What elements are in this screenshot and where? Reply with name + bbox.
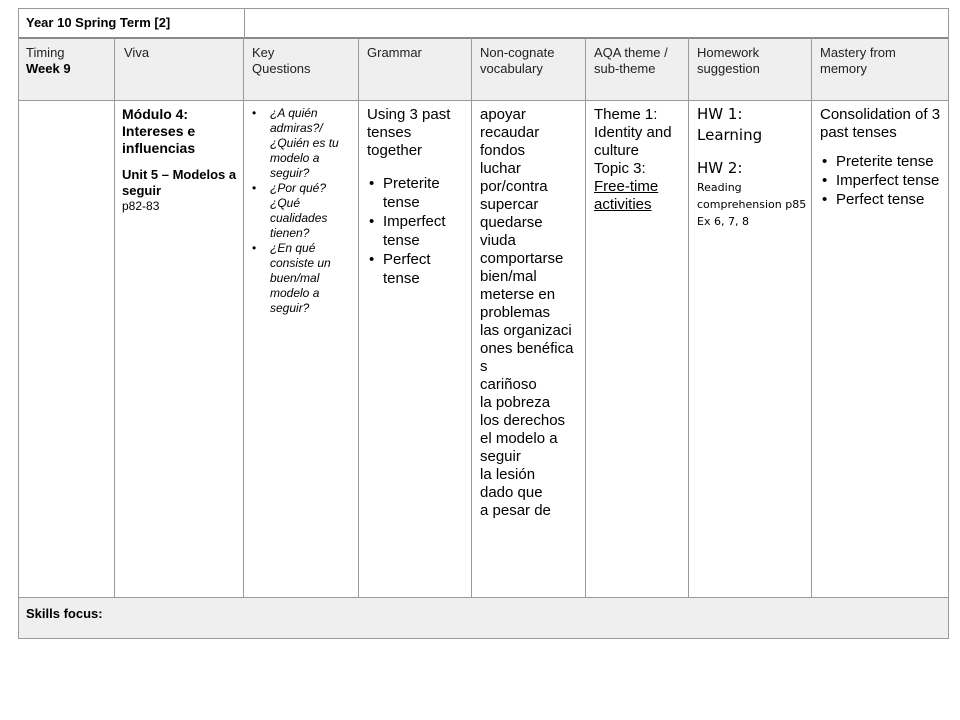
- border: [243, 38, 244, 598]
- vocabulary-list: [480, 106, 578, 520]
- vocab-item: la lesión: [480, 466, 536, 483]
- homework-cell: [697, 104, 807, 594]
- table-title-cell: [26, 15, 236, 35]
- vocabulary-label: Non-cognate vocabulary: [480, 45, 555, 76]
- border: [18, 8, 19, 639]
- vocab-item: quedarse viuda: [480, 214, 543, 249]
- vocab-item: supercar: [480, 196, 539, 213]
- header-viva: [124, 45, 242, 95]
- key-questions-label: Key Questions: [252, 45, 311, 76]
- skills-focus-cell: [26, 606, 326, 626]
- header-theme: [594, 45, 686, 95]
- header-homework: [697, 45, 807, 95]
- theme-label: AQA theme / sub-theme: [594, 45, 668, 76]
- grammar-intro: Using 3 past tenses together: [367, 106, 451, 159]
- mastery-item: • Imperfect tense: [820, 171, 944, 190]
- border: [811, 38, 812, 598]
- key-question: • ¿Por qué? ¿Qué cualidades tienen?: [250, 181, 352, 241]
- vocab-item: recaudar fondos: [480, 124, 540, 159]
- mastery-cell: [820, 106, 944, 596]
- theme-cell: [594, 106, 684, 596]
- mastery-item: • Perfect tense: [820, 190, 944, 209]
- vocab-item: comportarse bien/mal: [480, 250, 564, 285]
- key-question: • ¿En qué consiste un buen/mal modelo a seguir?: [250, 241, 352, 316]
- border: [471, 38, 472, 598]
- border: [18, 638, 949, 639]
- vocab-item: apoyar: [480, 106, 526, 123]
- hw1-label: HW 1:: [697, 105, 743, 123]
- vocab-item: a pesar de: [480, 502, 551, 519]
- module-title: Módulo 4: Intereses e influencias: [122, 106, 196, 156]
- grammar-cell: [367, 106, 467, 596]
- timing-label: Timing: [26, 45, 65, 60]
- homework-label: Homework suggestion: [697, 45, 760, 76]
- grammar-item: • Preterite tense: [367, 174, 467, 212]
- border: [18, 597, 949, 598]
- vocab-item: el modelo a seguir: [480, 430, 558, 465]
- border: [114, 38, 115, 598]
- vocab-item: cariñoso: [480, 376, 537, 393]
- border: [244, 8, 245, 38]
- border: [358, 38, 359, 598]
- hw1-text: Learning: [697, 126, 763, 144]
- border: [585, 38, 586, 598]
- border: [948, 8, 949, 639]
- vocab-item: los derechos: [480, 412, 566, 429]
- header-grammar: [367, 45, 467, 95]
- viva-label: Viva: [124, 45, 150, 60]
- border: [18, 100, 949, 101]
- week-label: Week 9: [26, 61, 71, 76]
- border: [688, 38, 689, 598]
- grammar-list: [367, 174, 467, 288]
- page-range: p82-83: [122, 199, 160, 213]
- key-questions-cell: [250, 106, 352, 596]
- hw2-text: Reading comprehension p85 Ex 6, 7, 8: [697, 181, 807, 228]
- header-vocabulary: [480, 45, 580, 95]
- topic-name: Free-time activities: [594, 178, 659, 213]
- mastery-intro: Consolidation of 3 past tenses: [820, 106, 941, 141]
- viva-cell: [122, 106, 238, 596]
- header-timing: [26, 45, 116, 95]
- mastery-label: Mastery from memory: [820, 45, 896, 76]
- border: [18, 37, 949, 39]
- mastery-list: [820, 152, 944, 209]
- table-title: Year 10 Spring Term [2]: [26, 15, 171, 30]
- grammar-label: Grammar: [367, 45, 422, 60]
- header-mastery: [820, 45, 944, 95]
- mastery-item: • Preterite tense: [820, 152, 944, 171]
- grammar-item: • Perfect tense: [367, 250, 467, 288]
- unit-title: Unit 5 – Modelos a seguir: [122, 167, 237, 198]
- hw2-label: HW 2:: [697, 159, 743, 177]
- header-key-questions: [252, 45, 352, 95]
- grammar-item: • Imperfect tense: [367, 212, 467, 250]
- border: [18, 8, 949, 9]
- vocab-item: las organizaciones benéficas: [480, 322, 574, 375]
- vocabulary-cell: [480, 106, 578, 596]
- vocab-item: meterse en problemas: [480, 286, 556, 321]
- vocab-item: dado que: [480, 484, 543, 501]
- vocab-item: luchar por/contra: [480, 160, 548, 195]
- key-question: • ¿A quién admiras?/ ¿Quién es tu modelo a seguir?: [250, 106, 352, 181]
- vocab-item: la pobreza: [480, 394, 551, 411]
- theme-text: Theme 1: Identity and culture: [594, 106, 672, 159]
- topic-label: Topic 3:: [594, 160, 646, 177]
- key-questions-list: [250, 106, 352, 316]
- skills-focus-label: Skills focus:: [26, 606, 103, 621]
